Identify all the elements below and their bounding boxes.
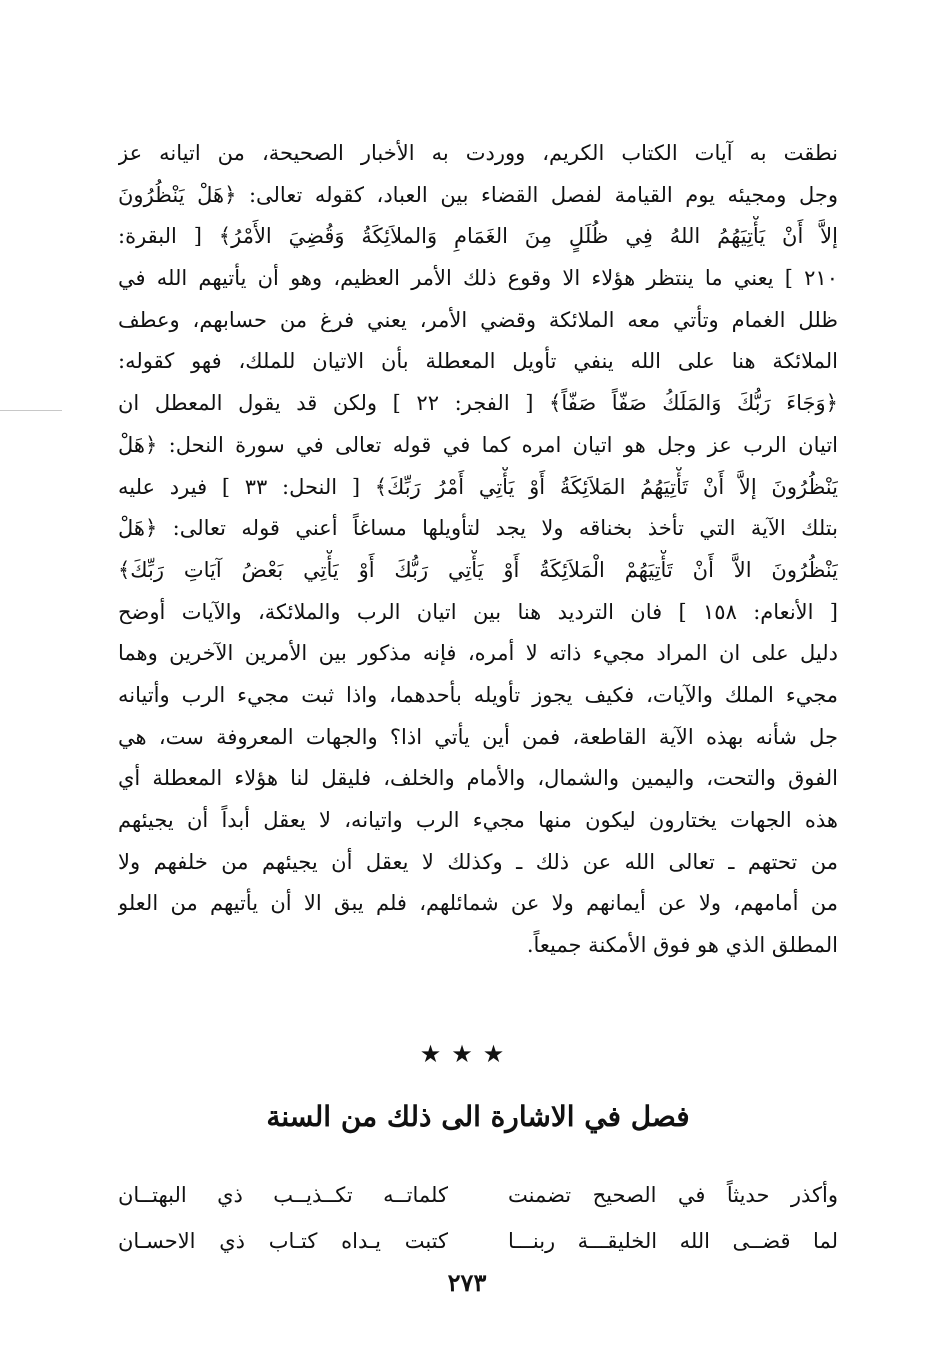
text-line: يَنْظُرُونَ الاَّ أَنْ تَأْتِيَهُمْ الْمَلاَئِكَةُ أَوْ يَأْتِي رَبُّكَ أَوْ يَأْتِي بَعْضُ آيَاتِ رَبِّكَ﴾ [118,557,838,582]
text-line: اتيان الرب عز وجل هو اتيان امره كما في قوله تعالى في سورة النحل: ﴿هَلْ [118,432,838,457]
poem-second-hemistich: كلماتــه تكــذيــب ذي البهتــان [118,1183,448,1207]
text-line: دليل على ان المراد مجيء ذاته لا أمره، فإنه مذكور بين الأمرين الآخرين وهما [118,641,838,666]
poem [118,1172,838,1264]
text-line: الملائكة هنا على الله ينفي تأويل المعطلة بأن الاتيان للملك، فهو كقوله: [118,349,838,374]
margin-mark [0,410,62,411]
section-separator: ★★★ [419,1040,515,1068]
text-line: نطقت به آيات الكتاب الكريم، ووردت به الأخبار الصحيحة، من اتيانه عز [118,141,838,165]
text-line: ﴿وَجَاءَ رَبُّكَ وَالمَلَكُ صَفّاً صَفّاً﴾ [ الفجر: ٢٢ ] ولكن قد يقول المعطل ان [118,391,838,416]
text-line: جل شأنه بهذه الآية القاطعة، فمن أين يأتي اذا؟ والجهات المعروفة ست، هي [118,724,838,749]
text-line: الفوق والتحت، واليمين والشمال، والأمام والخلف، فليقل لنا هؤلاء المعطلة أي [118,766,838,791]
text-line: ظلل الغمام وتأتي معه الملائكة وقضي الأمر، يعني فرغ من حسابهم، وعطف [118,307,838,332]
text-line: المطلق الذي هو فوق الأمكنة جميعاً. [526,933,838,958]
poem-verse [118,1172,838,1218]
text-line: يَنْظُرُونَ إلاَّ أَنْ تَأْتِيَهُمُ المَلاَئِكَةُ أَوْ يَأْتِي أَمْرُ رَبِّكَ﴾ [ النحل: ٣٣ ] فيرد عليه [118,474,838,499]
body-text [118,133,838,967]
poem-verse [118,1218,838,1264]
text-line: بتلك الآية التي تأخذ بخناقه ولا يجد لتأويلها مساغاً أعني قوله تعالى: ﴿هَلْ [118,516,838,541]
text-line: من أمامهم، ولا عن أيمانهم ولا عن شمائلهم، فلم يبق الا أن يأتيهم من العلو [118,891,838,916]
poem-second-hemistich: كتبت يـداه كتـاب ذي الاحسـان [118,1229,448,1253]
text-line: [ الأنعام: ١٥٨ ] فان الترديد هنا بين اتيان الرب والملائكة، والآيات أوضح [118,599,838,624]
poem-first-hemistich: وأكذر حديثاً في الصحيح تضمنت [508,1183,838,1207]
poem-first-hemistich: لما قضــى الله الخليقـــة ربنـــا [508,1229,838,1253]
text-line: ٢١٠ ] يعني ما ينتظر هؤلاء الا وقوع ذلك الأمر العظيم، وهو أن يأتيهم الله في [118,266,838,291]
text-line: من تحتهم ـ تعالى الله عن ذلك ـ وكذلك لا يعقل أن يجيئهم من خلفهم ولا [118,849,838,874]
text-line: هذه الجهات يختارون ليكون منها مجيء الرب واتيانه، لا يعقل أبداً أن يجيئهم [118,808,838,832]
text-line: إلاَّ أَنْ يَأْتِيَهُمُ اللهُ فِي ظُلَلٍ مِنَ الغَمَامِ وَالملاَئِكَةُ وَقُضِيَ الأَمْرُ﴾ [ البقرة: [118,224,838,249]
text-line: مجيء الملك والآيات، فكيف يجوز تأويله بأحدهما، واذا ثبت مجيء الرب وأتيانه [118,682,838,707]
text-line: وجل ومجيئه يوم القيامة لفصل القضاء بين العباد، كقوله تعالى: ﴿هَلْ يَنْظُرُونَ [118,182,838,207]
section-title: فصل في الاشارة الى ذلك من السنة [266,1100,690,1133]
page-number: ٢٧٣ [447,1268,487,1297]
